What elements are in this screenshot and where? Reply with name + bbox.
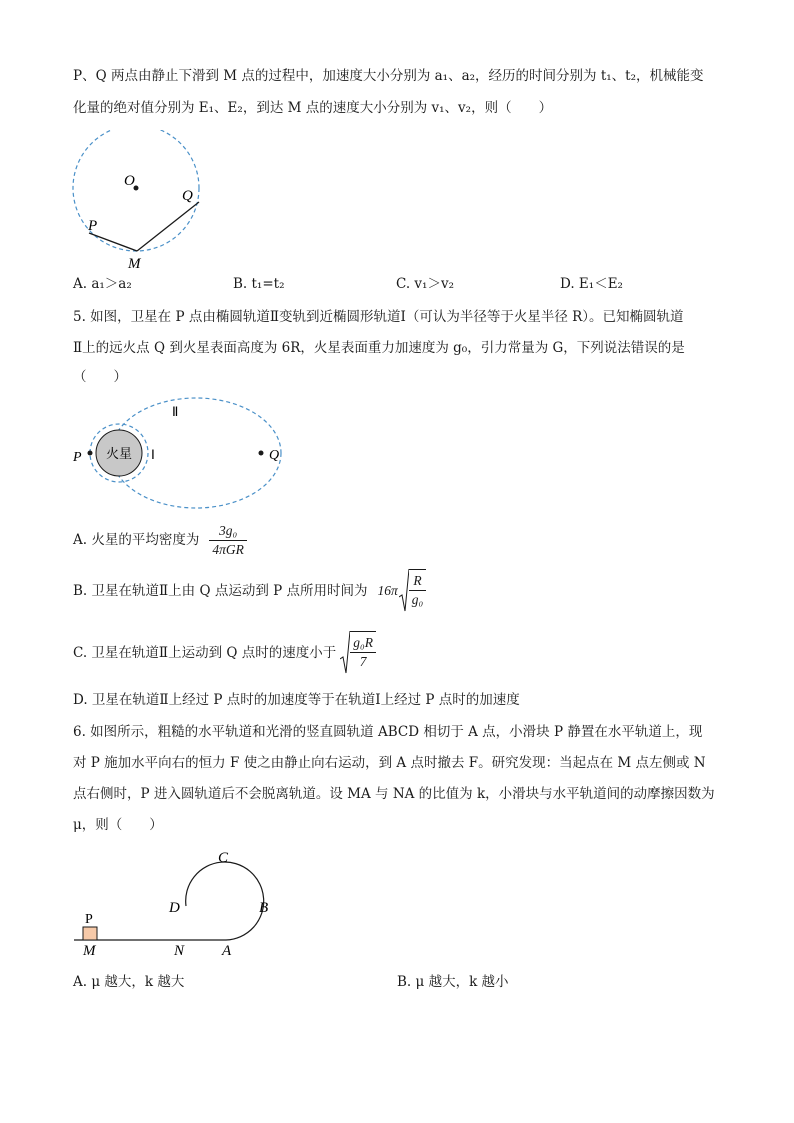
q6-stem-line-2: 对 P 施加水平向右的恒力 F 使之由静止向右运动，到 A 点时撤去 F。研究发现：当起点在 M 点左侧或 N — [73, 755, 706, 771]
radical-sign — [399, 569, 409, 613]
q5-option-a-text: A. 火星的平均密度为 — [73, 532, 200, 548]
label-p: P — [85, 912, 93, 927]
label-d: D — [169, 900, 180, 916]
q4-circle-figure — [60, 130, 220, 275]
speed-sqrt — [340, 631, 376, 675]
q6-option-a[interactable]: A. μ 越大，k 越大 — [73, 974, 185, 990]
q5-stem-line-2: Ⅱ上的远火点 Q 到火星表面高度为 6R，火星表面重力加速度为 g₀，引力常量为 G，下列说法错误的是 — [73, 340, 685, 356]
radical-numerator: g₀R — [350, 634, 376, 653]
radical-sign — [340, 631, 350, 675]
label-m: M — [128, 256, 141, 272]
q5-option-d[interactable]: D. 卫星在轨道Ⅱ上经过 P 点时的加速度等于在轨道Ⅰ上经过 P 点时的加速度 — [73, 692, 520, 708]
q5-option-a[interactable] — [73, 520, 249, 560]
label-orbit-ii: Ⅱ — [172, 404, 179, 419]
q4-option-c[interactable]: C. v₁＞v₂ — [396, 276, 455, 292]
q6-option-b[interactable]: B. μ 越大，k 越小 — [397, 974, 509, 990]
chord-qm — [137, 202, 199, 251]
slider-block — [83, 927, 97, 940]
q5-stem-line-3: （ ） — [73, 369, 127, 385]
q5-orbit-figure — [66, 395, 296, 515]
radical-numerator: R — [409, 572, 426, 591]
label-orbit-i: Ⅰ — [151, 447, 155, 462]
radical-fraction — [409, 569, 426, 613]
label-c: C — [218, 850, 229, 866]
point-p-dot — [88, 451, 93, 456]
label-q: Q — [269, 448, 280, 463]
density-numerator: 3g₀ — [209, 522, 247, 541]
label-b: B — [259, 900, 269, 916]
label-p: P — [88, 218, 98, 234]
q6-stem-line-4: μ，则（ ） — [73, 817, 163, 833]
q6-track-figure — [66, 843, 286, 963]
q5-stem-line-1: 5. 如图，卫星在 P 点由椭圆轨道Ⅱ变轨到近椭圆形轨道Ⅰ（可认为半径等于火星半径 R）。已知椭圆轨道 — [73, 309, 684, 325]
q4-stem-line-2: 化量的绝对值分别为 E₁、E₂，到达 M 点的速度大小分别为 v₁、v₂，则（ ） — [73, 100, 553, 116]
circular-track — [186, 862, 264, 940]
point-q-dot — [259, 451, 264, 456]
label-a: A — [222, 943, 232, 959]
density-fraction — [209, 522, 247, 559]
radical-fraction — [350, 631, 376, 675]
time-sqrt — [399, 569, 426, 613]
radical-denominator: 7 — [359, 654, 367, 669]
density-denominator: 4πGR — [212, 541, 244, 557]
chord-pm — [89, 233, 137, 251]
label-n: N — [174, 943, 185, 959]
label-p: P — [73, 450, 82, 465]
q4-option-b[interactable]: B. t₁=t₂ — [233, 276, 285, 292]
q6-stem-line-1: 6. 如图所示，粗糙的水平轨道和光滑的竖直圆轨道 ABCD 相切于 A 点，小滑块 P 静置在水平轨道上，现 — [73, 724, 703, 740]
q5-option-b-text: B. 卫星在轨道Ⅱ上由 Q 点运动到 P 点所用时间为 — [73, 583, 368, 599]
mars-label: 火星 — [106, 446, 133, 461]
q4-stem-line-1: P、Q 两点由静止下滑到 M 点的过程中，加速度大小分别为 a₁、a₂，经历的时间分别为 t₁、t₂，机械能变 — [73, 68, 704, 84]
q6-stem-line-3: 点右侧时，P 进入圆轨道后不会脱离轨道。设 MA 与 NA 的比值为 k，小滑块与水平轨道间的动摩擦因数为 — [73, 786, 715, 802]
radical-denominator: g₀ — [411, 592, 424, 607]
q4-option-d[interactable]: D. E₁＜E₂ — [560, 276, 623, 292]
time-coefficient: 16π — [377, 583, 398, 598]
q4-option-a[interactable]: A. a₁＞a₂ — [73, 276, 132, 292]
q5-option-b[interactable] — [73, 571, 426, 611]
label-m: M — [83, 943, 96, 959]
label-q: Q — [182, 188, 193, 204]
q5-option-c[interactable] — [73, 633, 376, 673]
q5-option-c-text: C. 卫星在轨道Ⅱ上运动到 Q 点时的速度小于 — [73, 645, 337, 661]
label-o: O — [124, 173, 135, 189]
